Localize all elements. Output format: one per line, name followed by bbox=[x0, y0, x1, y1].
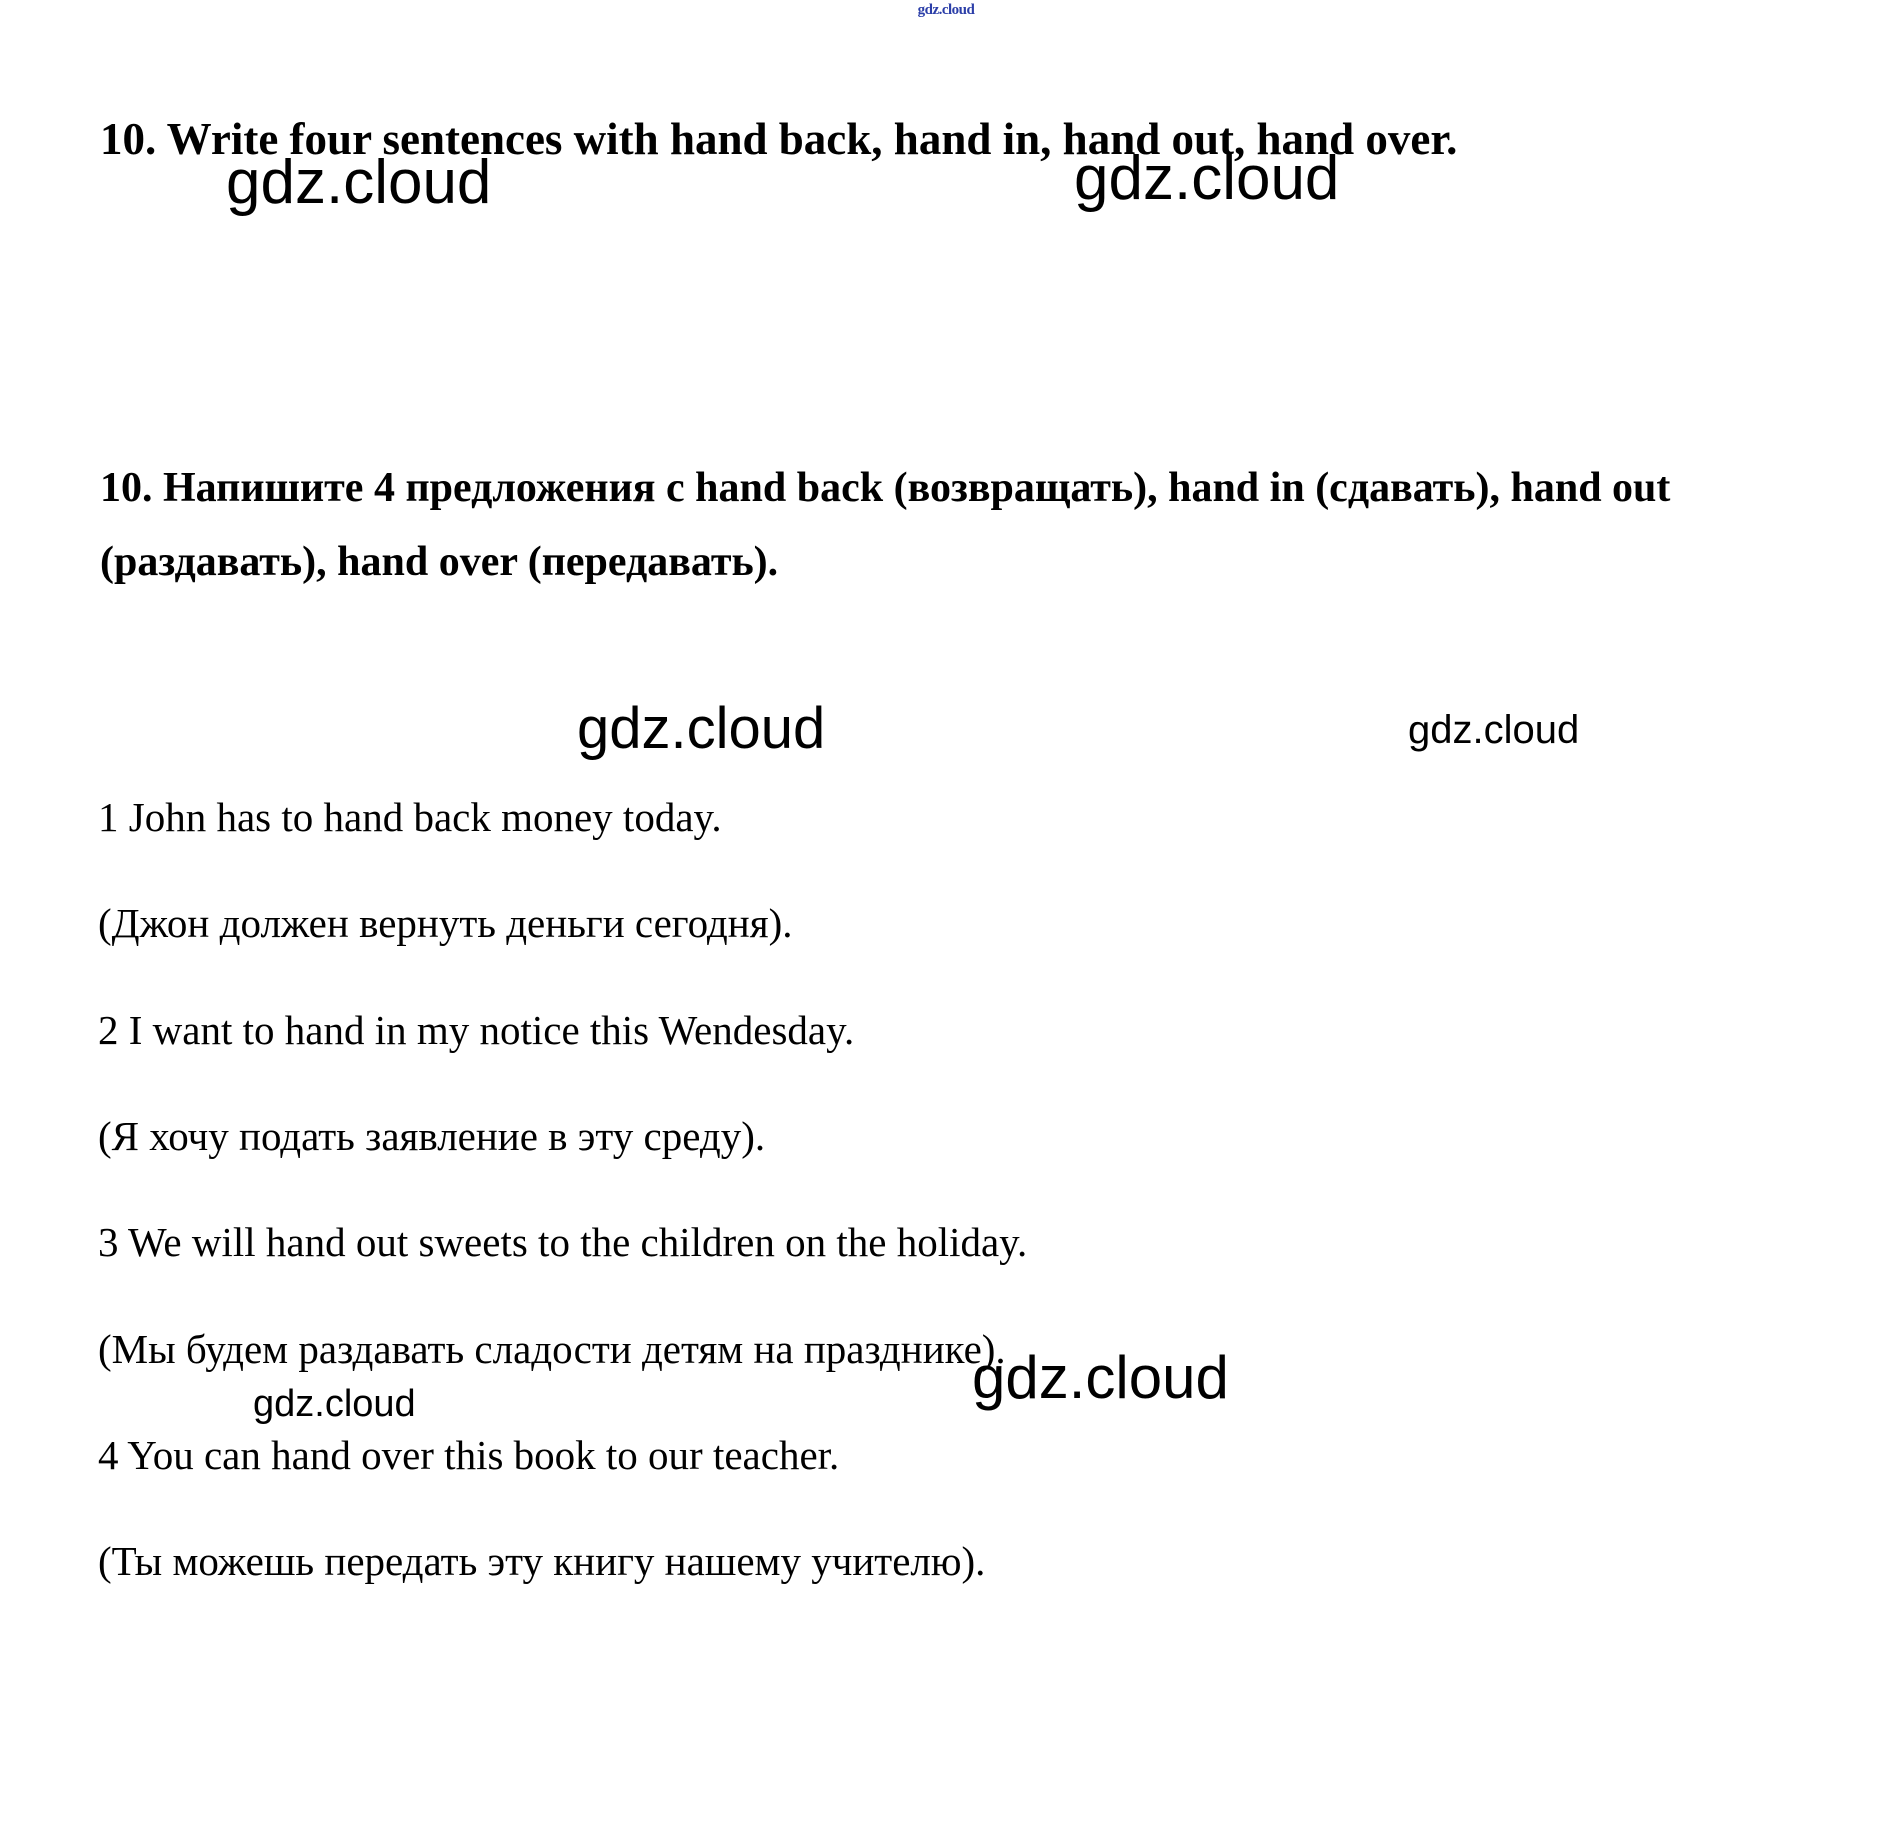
answer-line: (Ты можешь передать эту книгу нашему учителю). bbox=[98, 1538, 986, 1585]
top-watermark: gdz.cloud bbox=[917, 2, 975, 18]
watermark-5: gdz.cloud bbox=[253, 1383, 416, 1425]
watermark-2: gdz.cloud bbox=[1074, 144, 1340, 213]
answer-line: 4 You can hand over this book to our teacher. bbox=[98, 1432, 840, 1479]
answer-line: (Джон должен вернуть деньги сегодня). bbox=[98, 900, 793, 947]
watermark-1: gdz.cloud bbox=[226, 148, 492, 217]
answers-list bbox=[98, 790, 1818, 1590]
task-statement-russian: 10. Напишите 4 предложения с hand back (возвращать), hand in (сдавать), hand out (раздавать), hand over (передавать). bbox=[100, 465, 1671, 585]
answer-line: 3 We will hand out sweets to the children on the holiday. bbox=[98, 1219, 1028, 1266]
answer-line: 1 John has to hand back money today. bbox=[98, 794, 722, 840]
answer-line: (Я хочу подать заявление в эту среду). bbox=[98, 1113, 766, 1160]
task-statement-english: 10. Write four sentences with hand back, hand in, hand out, hand over. bbox=[100, 114, 1458, 164]
answer-line: (Мы будем раздавать сладости детям на празднике). bbox=[98, 1325, 1006, 1372]
watermark-6: gdz.cloud bbox=[972, 1344, 1229, 1411]
answer-line: 2 I want to hand in my notice this Wendesday. bbox=[98, 1006, 855, 1053]
watermark-3: gdz.cloud bbox=[577, 696, 826, 761]
watermark-4: gdz.cloud bbox=[1408, 708, 1580, 752]
